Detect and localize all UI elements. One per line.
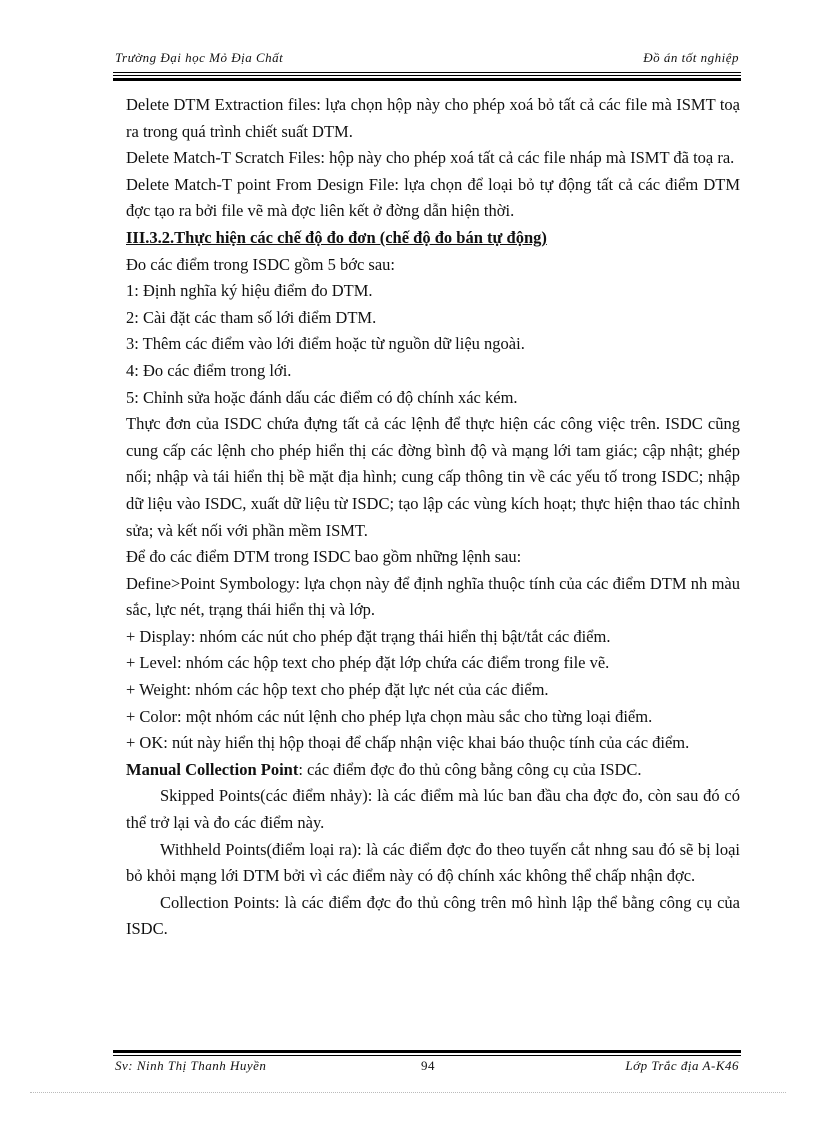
- indented-paragraph: Collection Points: là các điểm đợc đo thủ công trên mô hình lập thể bằng công cụ của ISDC.: [126, 892, 740, 939]
- footer-rule: [113, 1050, 741, 1053]
- page-edge-divider: [30, 1092, 786, 1093]
- footer-student: Sv: Ninh Thị Thanh Huyền: [115, 1058, 267, 1073]
- page-number: 94: [421, 1058, 435, 1073]
- list-item: + Weight: nhóm các hộp text cho phép đặt lực nét của các điểm.: [126, 680, 549, 700]
- manual-collection-paragraph: [126, 757, 740, 784]
- manual-collection-text: : các điểm đợc đo thủ công bằng công cụ của ISDC.: [298, 759, 642, 779]
- list-item: 2: Cài đặt các tham số lới điểm DTM.: [126, 307, 377, 327]
- list-item: 4: Đo các điểm trong lới.: [126, 360, 292, 380]
- list-item: + OK: nút này hiển thị hộp thoại để chấp nhận việc khai báo thuộc tính của các điểm.: [126, 733, 690, 753]
- paragraph: Đo các điểm trong ISDC gồm 5 bớc sau:: [126, 254, 396, 274]
- list-item: + Color: một nhóm các nút lệnh cho phép lựa chọn màu sắc cho từng loại điểm.: [126, 706, 653, 726]
- list-item: + Level: nhóm các hộp text cho phép đặt lớp chứa các điểm trong file vẽ.: [126, 653, 610, 673]
- footer-class: Lớp Trắc địa A-K46: [625, 1058, 739, 1073]
- section-heading: III.3.2.Thực hiện các chế độ đo đơn (chế độ đo bán tự động): [126, 227, 547, 247]
- header-school: Trường Đại học Mỏ Địa Chất: [115, 50, 284, 65]
- paragraph: Delete DTM Extraction files: lựa chọn hộp này cho phép xoá bỏ tất cả các file mà ISMT toạ ra trong quá trình chiết suất DTM.: [126, 95, 740, 141]
- header-title: Đồ án tốt nghiệp: [643, 50, 739, 65]
- page-footer: [113, 1058, 741, 1078]
- header-rule: [113, 72, 741, 76]
- paragraph: Để đo các điểm DTM trong ISDC bao gồm những lệnh sau:: [126, 547, 522, 567]
- paragraph: Delete Match-T Scratch Files: hộp này cho phép xoá tất cả các file nháp mà ISMT đã toạ ra.: [126, 148, 735, 168]
- paragraph: Delete Match-T point From Design File: lựa chọn để loại bỏ tự động tất cả các điểm DTM đợc tạo ra bởi file vẽ mà đợc liên kết ở đờng dẫn hiện thời.: [126, 174, 740, 221]
- paragraph: Define>Point Symbology: lựa chọn này để định nghĩa thuộc tính của các điểm DTM nh màu sắc, lực nét, trạng thái hiển thị và lớp.: [126, 573, 740, 620]
- list-item: 5: Chỉnh sửa hoặc đánh dấu các điểm có độ chính xác kém.: [126, 387, 518, 407]
- manual-collection-term: Manual Collection Point: [126, 759, 299, 779]
- list-item: + Display: nhóm các nút cho phép đặt trạng thái hiển thị bật/tắt các điểm.: [126, 626, 611, 646]
- page-body: [126, 92, 740, 943]
- paragraph: Thực đơn của ISDC chứa đựng tất cả các lệnh để thực hiện các công việc trên. ISDC cũng cung cấp các lệnh cho phép hiển thị các đờng bình độ và mạng lới tam giác; cập nhật; ghép nối; nhập và tái hiển thị bề mặt địa hình; cung cấp thông tin về các yếu tố trong ISDC; nhập dữ liệu vào ISDC, xuất dữ liệu từ ISDC; tạo lập các vùng kích hoạt; thực hiện thao tác chỉnh sửa; và kết nối với phần mềm ISMT.: [126, 414, 740, 540]
- indented-paragraph: Skipped Points(các điểm nhảy): là các điểm mà lúc ban đầu cha đợc đo, còn sau đó có thể trở lại và đo các điểm này.: [126, 786, 740, 833]
- indented-paragraph: Withheld Points(điểm loại ra): là các điểm đợc đo theo tuyến cắt nhng sau đó sẽ bị loại bỏ khỏi mạng lới DTM bởi vì các điểm này có độ chính xác không thể chấp nhận đợc.: [126, 839, 740, 886]
- page-header: [113, 50, 741, 70]
- list-item: 3: Thêm các điểm vào lới điểm hoặc từ nguồn dữ liệu ngoài.: [126, 334, 525, 354]
- list-item: 1: Định nghĩa ký hiệu điểm đo DTM.: [126, 281, 373, 301]
